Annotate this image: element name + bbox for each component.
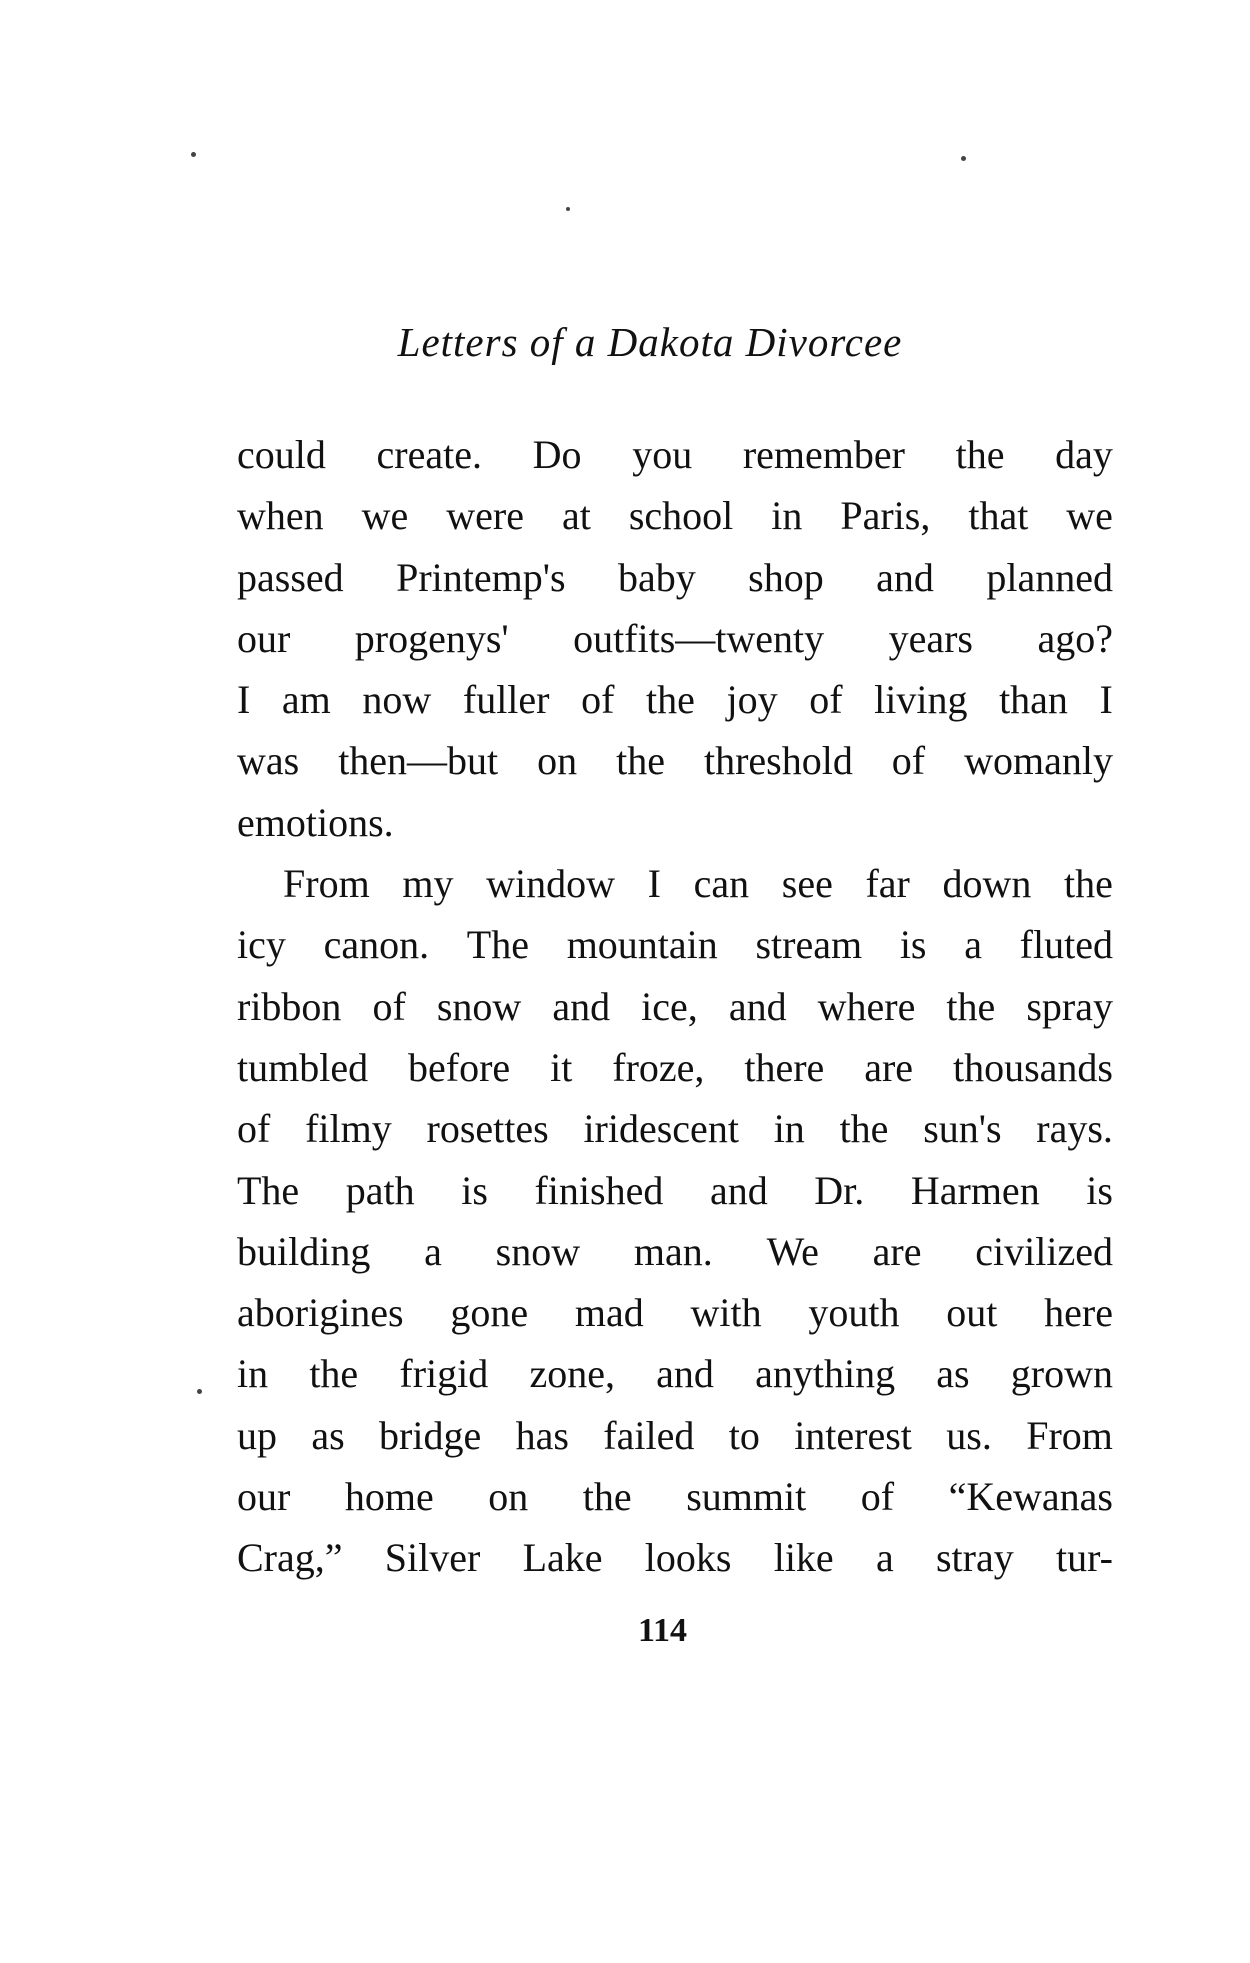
text-line xyxy=(237,1221,1113,1282)
text-line xyxy=(237,1343,1113,1404)
word: a xyxy=(964,922,982,968)
word: “Kewanas xyxy=(948,1474,1113,1520)
word: see xyxy=(781,861,833,907)
word: froze, xyxy=(612,1044,705,1090)
word: Paris, xyxy=(840,493,931,539)
text-line xyxy=(237,1160,1113,1221)
word: Crag,” xyxy=(237,1535,343,1581)
word: here xyxy=(1044,1290,1113,1336)
word: that xyxy=(968,493,1029,539)
word: the xyxy=(309,1351,359,1397)
word: thousands xyxy=(952,1044,1113,1090)
paper-speck xyxy=(191,152,196,157)
word: home xyxy=(344,1474,434,1520)
word: could xyxy=(237,432,326,477)
word: passed xyxy=(237,554,344,600)
word: failed xyxy=(603,1412,695,1458)
word: at xyxy=(561,493,591,539)
paragraph xyxy=(237,853,1113,1589)
text-line xyxy=(237,1282,1113,1343)
word: snow xyxy=(495,1228,581,1274)
word: I xyxy=(1099,677,1113,723)
word: am xyxy=(281,677,331,723)
word: are xyxy=(872,1228,922,1274)
word: snow xyxy=(436,983,522,1029)
word: aborigines xyxy=(237,1290,404,1336)
word: than xyxy=(999,677,1068,723)
word: then—but xyxy=(338,738,499,784)
word: ago? xyxy=(1037,615,1113,661)
word: filmy xyxy=(305,1106,392,1152)
text-line xyxy=(237,547,1113,608)
text-line xyxy=(237,1466,1113,1527)
word: there xyxy=(744,1044,825,1090)
word: were xyxy=(446,493,524,539)
word: stream xyxy=(755,922,863,968)
text-line xyxy=(237,914,1113,975)
text-line xyxy=(237,853,1113,914)
word: window xyxy=(486,861,615,907)
word: ribbon xyxy=(237,983,342,1029)
word: before xyxy=(408,1044,511,1090)
text-line xyxy=(237,976,1113,1037)
word: the xyxy=(616,738,665,784)
word: school xyxy=(628,493,734,539)
word: on xyxy=(488,1474,529,1520)
word: the xyxy=(646,677,695,723)
running-title: Letters of a Dakota Divorcee xyxy=(397,319,903,365)
word: bridge xyxy=(379,1412,482,1458)
word: like xyxy=(773,1535,834,1581)
word: We xyxy=(766,1228,819,1274)
word: rays. xyxy=(1036,1106,1113,1152)
word: far xyxy=(865,861,910,907)
word: my xyxy=(402,861,454,907)
word: the xyxy=(839,1106,889,1152)
word: on xyxy=(537,738,578,784)
word: and xyxy=(656,1351,714,1397)
word: up xyxy=(237,1412,277,1458)
word: man. xyxy=(633,1228,713,1274)
word: with xyxy=(690,1290,762,1336)
word: us. xyxy=(946,1412,992,1458)
word: Harmen xyxy=(910,1167,1040,1213)
word: summit xyxy=(686,1474,807,1520)
word: civilized xyxy=(975,1228,1113,1274)
word: as xyxy=(311,1412,345,1458)
word: and xyxy=(876,554,934,600)
text-line xyxy=(237,730,1113,791)
text-line xyxy=(237,792,1113,853)
word: when xyxy=(237,493,324,539)
word: fluted xyxy=(1019,922,1113,968)
word: our xyxy=(237,615,291,661)
word: fuller xyxy=(462,677,550,723)
word: baby xyxy=(617,554,696,600)
word: and xyxy=(728,983,787,1029)
word: I xyxy=(237,677,251,723)
word: looks xyxy=(644,1535,732,1581)
word: is xyxy=(1086,1167,1113,1213)
word: remember xyxy=(742,432,905,477)
word: The xyxy=(466,922,529,968)
word: of xyxy=(891,738,926,784)
word: are xyxy=(864,1044,914,1090)
word: gone xyxy=(450,1290,529,1336)
word: in xyxy=(771,493,803,539)
word: tur- xyxy=(1055,1535,1113,1581)
word: Do xyxy=(532,432,582,477)
word: the xyxy=(955,432,1005,477)
word: the xyxy=(946,983,996,1029)
word: out xyxy=(946,1290,998,1336)
word: mad xyxy=(574,1290,644,1336)
word: living xyxy=(874,677,968,723)
word: and xyxy=(709,1167,768,1213)
word: canon. xyxy=(323,922,430,968)
word: Dr. xyxy=(814,1167,865,1213)
word: of xyxy=(809,677,843,723)
word: grown xyxy=(1010,1351,1113,1397)
text-line xyxy=(237,1098,1113,1159)
word: our xyxy=(237,1474,291,1520)
word: is xyxy=(899,922,927,968)
paper-speck xyxy=(566,207,570,211)
word: ice, xyxy=(641,983,698,1029)
word: Printemp's xyxy=(396,554,566,600)
word: path xyxy=(345,1167,415,1213)
word: iridescent xyxy=(583,1106,739,1152)
word: of xyxy=(237,1106,271,1152)
text-line xyxy=(237,424,1113,485)
paper-speck xyxy=(961,156,966,161)
paragraph xyxy=(237,424,1113,853)
text-line xyxy=(237,1405,1113,1466)
word: I xyxy=(647,861,661,907)
word: day xyxy=(1055,432,1113,477)
word: down xyxy=(942,861,1032,907)
word: progenys' xyxy=(354,615,509,661)
word: it xyxy=(550,1044,573,1090)
paper-speck xyxy=(197,1389,202,1394)
word: stray xyxy=(935,1535,1014,1581)
word: of xyxy=(860,1474,895,1520)
word: can xyxy=(693,861,750,907)
text-line xyxy=(237,669,1113,730)
text-line xyxy=(237,1527,1113,1588)
word: a xyxy=(875,1535,894,1581)
word: in xyxy=(773,1106,805,1152)
word: Lake xyxy=(522,1535,603,1581)
word: rosettes xyxy=(426,1106,549,1152)
word: zone, xyxy=(529,1351,615,1397)
word: tumbled xyxy=(237,1044,369,1090)
word: was xyxy=(237,738,300,784)
word: has xyxy=(515,1412,569,1458)
word: the xyxy=(582,1474,632,1520)
word: planned xyxy=(986,554,1113,600)
word: interest xyxy=(794,1412,912,1458)
word: spray xyxy=(1026,983,1113,1029)
word: in xyxy=(237,1351,269,1397)
word: of xyxy=(581,677,615,723)
word: you xyxy=(632,432,693,477)
word: years xyxy=(888,615,973,661)
word: emotions. xyxy=(237,799,394,845)
word: From xyxy=(1026,1412,1113,1458)
text-line xyxy=(237,608,1113,669)
word: icy xyxy=(237,922,286,968)
word: we xyxy=(361,493,409,539)
text-line xyxy=(237,1037,1113,1098)
page-number: 114 xyxy=(637,1612,688,1649)
word: of xyxy=(372,983,406,1029)
word: frigid xyxy=(399,1351,489,1397)
word: The xyxy=(237,1167,300,1213)
word: where xyxy=(817,983,916,1029)
word: threshold xyxy=(703,738,853,784)
word: Silver xyxy=(384,1535,481,1581)
body-text xyxy=(237,424,1113,1589)
word: we xyxy=(1066,493,1113,539)
word: youth xyxy=(808,1290,900,1336)
word: shop xyxy=(748,554,824,600)
word: joy xyxy=(726,677,778,723)
word: womanly xyxy=(964,738,1113,784)
text-line xyxy=(237,485,1113,546)
word: finished xyxy=(534,1167,664,1213)
word: building xyxy=(237,1228,371,1274)
word: sun's xyxy=(923,1106,1002,1152)
word: as xyxy=(936,1351,970,1397)
word: anything xyxy=(755,1351,896,1397)
word: a xyxy=(424,1228,442,1274)
word: the xyxy=(1064,861,1113,907)
word: and xyxy=(552,983,611,1029)
word: create. xyxy=(376,432,482,477)
word: to xyxy=(728,1412,760,1458)
word: mountain xyxy=(566,922,718,968)
word: outfits—twenty xyxy=(573,615,825,661)
word: From xyxy=(283,861,370,907)
word: is xyxy=(461,1167,488,1213)
word: now xyxy=(362,677,432,723)
